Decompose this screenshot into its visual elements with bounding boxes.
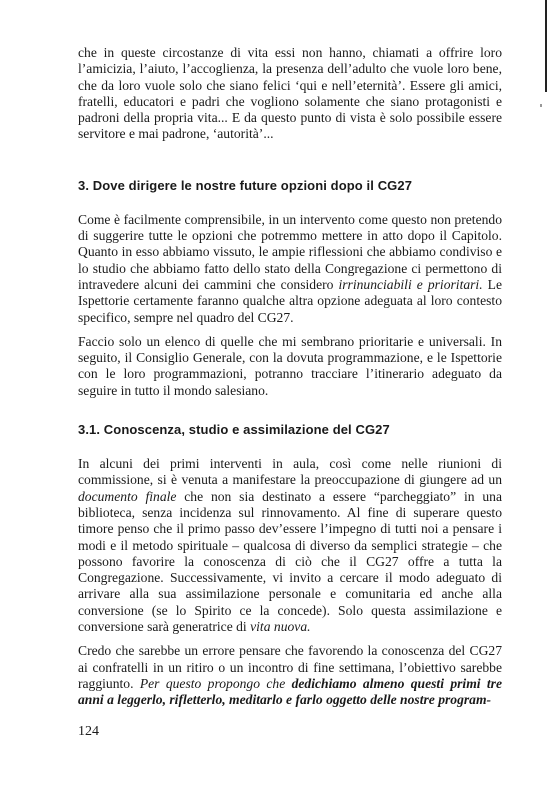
page-number: 124 bbox=[78, 724, 99, 739]
emphasis-vita-nuova: vita nuova. bbox=[250, 619, 311, 635]
paragraph-intro-text: Come è facilmente comprensibile, in un intervento come questo non pretendo di suggerire tutte le opzioni che potremmo mettere in atto dopo il Capitolo. Quanto in esso abbiamo vissuto, le ampie riflessioni che abbiamo condiviso e lo studio che abbiamo fatto dello stato della Congregazione ci permettono di intravedere alcuni dei cammini che considero bbox=[78, 211, 502, 292]
paragraph-proposal bbox=[78, 643, 502, 708]
paragraph-intro bbox=[78, 212, 502, 326]
paragraph-knowledge-text: In alcuni dei primi interventi in aula, così come nelle riunioni di commissione, si è venuta a manifestare la preoccupazione di giungere ad un bbox=[78, 456, 502, 488]
paragraph-intro-end: Le Ispettorie certamente faranno qualche altra opzione adeguata al loro contesto specifico, sempre nel quadro del CG27. bbox=[78, 276, 502, 325]
paragraph-proposal-text: Credo che sarebbe un errore pensare che favorendo la conoscenza del CG27 ai confratelli in un ritiro o un incontro di fine settimana, l’obiettivo sarebbe raggiunto. bbox=[78, 643, 502, 691]
paragraph-knowledge-middle: che non sia destinato a essere “parcheggiato” in una biblioteca, senza incidenza sul rinnovamento. Al fine di superare questo timore penso che il primo passo dev’essere l’impegno di tutti noi a pensare i modi e il metodo spirituale – qualcosa di diverso da semplici strategie – che possono favorire la conoscenza di ciò che il CG27 offre a tutta la Congregazione. Successivamente, vi invito a cercare il modo adeguato di arrivare alla sua assimilazione personale e comunitaria ed anche alla conversione (se lo Spirito ce la concede). Solo questa assimilazione e conversione sarà generatrice di bbox=[78, 488, 502, 635]
paragraph-priorities: Faccio solo un elenco di quelle che mi sembrano prioritarie e universali. In seguito, il Consiglio Generale, con la dovuta programmazione, e le Ispettorie con le loro programmazioni, potranno tracciare l’itinerario adeguato da seguire in tutto il mondo salesiano. bbox=[78, 333, 502, 398]
paragraph-continuation: che in queste circostanze di vita essi non hanno, chiamati a offrire loro l’amicizia, l’aiuto, l’accoglienza, la presenza dell’adulto che vuole loro bene, che da loro vuole solo che siano felici ‘qui e nell’eternità’. Essere gli amici, fratelli, educatori e padri che vogliono solamente che siano protagonisti e padroni della propria vita... E da questo punto di vista è solo possibile essere servitore e mai padrone, ‘autorità’... bbox=[78, 45, 502, 142]
page-edge-mark bbox=[545, 0, 547, 92]
emphasis-irrinunciabili: irrinunciabili e prioritari. bbox=[338, 276, 483, 292]
page-body bbox=[78, 45, 502, 709]
emphasis-dedichiamo: dedichiamo almeno questi primi tre anni a leggerlo, rifletterlo, meditarlo e farlo oggetto delle nostre program- bbox=[78, 675, 502, 708]
page-edge-dot bbox=[540, 104, 542, 107]
emphasis-documento-finale: documento finale bbox=[78, 488, 177, 504]
section-heading-3: 3. Dove dirigere le nostre future opzioni dopo il CG27 bbox=[78, 177, 413, 193]
section-heading-3-1: 3.1. Conoscenza, studio e assimilazione del CG27 bbox=[78, 422, 390, 438]
emphasis-per-questo: Per questo propongo che bbox=[139, 675, 292, 691]
paragraph-knowledge bbox=[78, 456, 502, 635]
